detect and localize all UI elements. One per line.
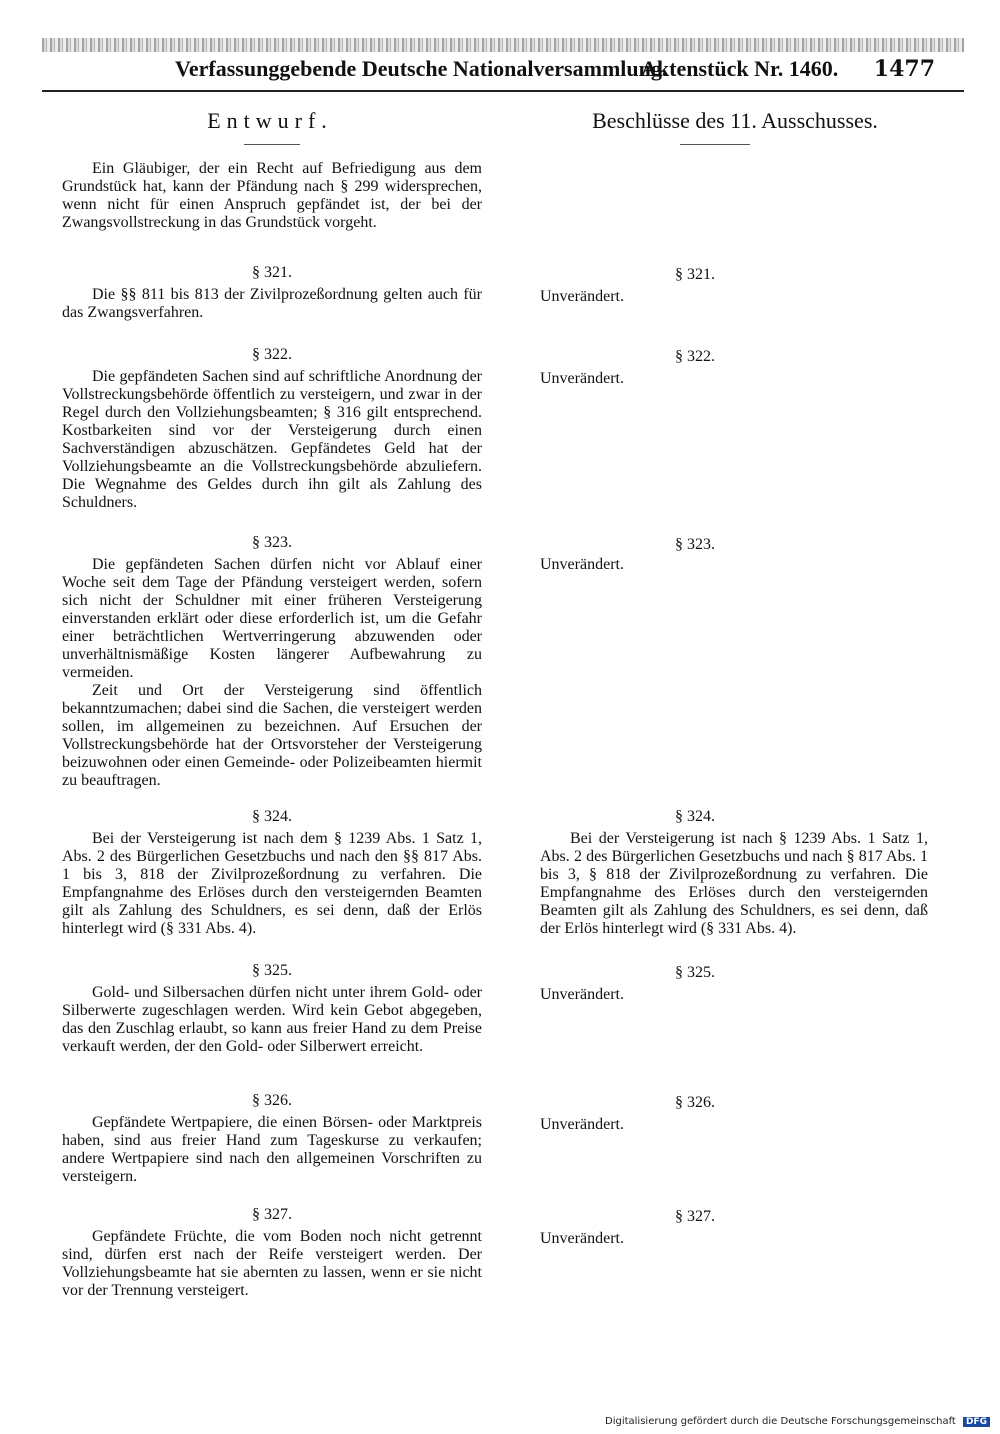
section-number-right: § 323. [675, 536, 715, 553]
section-number-right: § 327. [675, 1208, 715, 1225]
section-number-left: § 321. [252, 264, 292, 281]
unchanged-note: Unverändert. [540, 288, 624, 305]
section-number-left: § 323. [252, 534, 292, 551]
section-number-right: § 325. [675, 964, 715, 981]
committee-text: Bei der Versteigerung ist nach § 1239 Abs. 1 Satz 1, Abs. 2 des Bürgerlichen Gesetzbuchs und nach § 817 Abs. 1 bis 3, § 818 der Zivilprozeßordnung zu verfahren. Die Empfangnahme des Erlöses durch den versteigernden Beamten gilt als Zahlung des Schuldners, es sei denn, daß der Erlös hinterlegt wird (§ 331 Abs. 4). [540, 830, 928, 937]
header-aktenstueck: Aktenstück Nr. 1460. [641, 56, 839, 81]
scan-edge-band [42, 38, 964, 52]
section-text: Zeit und Ort der Versteigerung sind öffentlich bekanntzumachen; dabei sind die Sachen, die versteigert werden sollen, im allgemeinen zu bezeichnen. Auf Ersuchen der Vollstreckungsbehörde hat der Ortsvorsteher der Versteigerung beizuwohnen oder einen Gemeinde- oder Polizeibeamten hiermit zu beauftragen. [62, 682, 482, 789]
right-column-heading: Beschlüsse des 11. Ausschusses. [592, 108, 878, 133]
header-rule [42, 90, 964, 92]
unchanged-note: Unverändert. [540, 986, 624, 1003]
digitization-footer [605, 1416, 988, 1430]
left-heading-rule [244, 144, 300, 145]
section-text: Die gepfändeten Sachen dürfen nicht vor Ablauf einer Woche seit dem Tage der Pfändung versteigert werden, sofern sich nicht der Schuldner mit einer früheren Versteigerung einverstanden erklärt oder diese erforderlich ist, um die Gefahr einer beträchtlichen Wertverringerung abzuwenden oder unverhältnismäßige Kosten längerer Aufbewahrung zu vermeiden. [62, 556, 482, 681]
section-text: Die §§ 811 bis 813 der Zivilprozeßordnung gelten auch für das Zwangsverfahren. [62, 286, 482, 321]
section-number-right: § 324. [675, 808, 715, 825]
right-heading-rule [680, 144, 750, 145]
unchanged-note: Unverändert. [540, 370, 624, 387]
section-text: Gepfändete Früchte, die vom Boden noch nicht getrennt sind, dürfen erst nach der Reife versteigert werden. Der Vollziehungsbeamte hat sie abernten zu lassen, wenn er sie nicht vor der Trennung versteigert. [62, 1228, 482, 1299]
section-text: Die gepfändeten Sachen sind auf schriftliche Anordnung der Vollstreckungsbehörde öffentlich zu versteigern, und zwar in der Regel durch den Vollziehungsbeamten; § 316 gilt entsprechend. Kostbarkeiten sind vor der Versteigerung durch einen Sachverständigen abzuschätzen. Gepfändetes Geld hat der Vollziehungsbeamte an die Vollstreckungsbehörde abzuliefern. Die Wegnahme des Geldes durch ihn gilt als Zahlung des Schuldners. [62, 368, 482, 511]
dfg-logo: DFG [963, 1417, 990, 1427]
unchanged-note: Unverändert. [540, 556, 624, 573]
section-number-left: § 322. [252, 346, 292, 363]
section-text: Bei der Versteigerung ist nach dem § 1239 Abs. 1 Satz 1, Abs. 2 des Bürgerlichen Gesetzbuchs und nach den §§ 817 Abs. 1 bis 3, 818 der Zivilprozeßordnung zu verfahren. Die Empfangnahme des Erlöses durch den versteigernden Beamten gilt als Zahlung des Schuldners, es sei denn, daß der Erlös hinterlegt wird (§ 331 Abs. 4). [62, 830, 482, 937]
section-number-left: § 327. [252, 1206, 292, 1223]
section-text: Gold- und Silbersachen dürfen nicht unter ihrem Gold- oder Silberwerte zugeschlagen werden. Wird kein Gebot abgegeben, das den Zuschlag erlaubt, so kann aus freier Hand zu dem Preise verkauft werden, der den Gold- oder Silberwert erreicht. [62, 984, 482, 1055]
intro-paragraph: Ein Gläubiger, der ein Recht auf Befriedigung aus dem Grundstück hat, kann der Pfändung nach § 299 widersprechen, wenn nicht für einen Anspruch gepfändet ist, der bei der Zwangsvollstreckung in das Grundstück vorgeht. [62, 160, 482, 231]
left-column-heading: Entwurf. [207, 108, 333, 133]
footer-text: Digitalisierung gefördert durch die Deutsche Forschungsgemeinschaft [605, 1416, 956, 1427]
header-title: Verfassunggebende Deutsche Nationalversammlung. [175, 56, 668, 81]
unchanged-note: Unverändert. [540, 1230, 624, 1247]
page-number: 1477 [873, 56, 935, 82]
unchanged-note: Unverändert. [540, 1116, 624, 1133]
section-number-right: § 322. [675, 348, 715, 365]
section-number-left: § 325. [252, 962, 292, 979]
running-head [175, 56, 935, 86]
section-number-left: § 324. [252, 808, 292, 825]
section-number-right: § 321. [675, 266, 715, 283]
section-number-left: § 326. [252, 1092, 292, 1109]
section-number-right: § 326. [675, 1094, 715, 1111]
section-text: Gepfändete Wertpapiere, die einen Börsen- oder Marktpreis haben, sind aus freier Hand zum Tageskurse zu verkaufen; andere Wertpapiere sind nach den allgemeinen Vorschriften zu versteigern. [62, 1114, 482, 1185]
